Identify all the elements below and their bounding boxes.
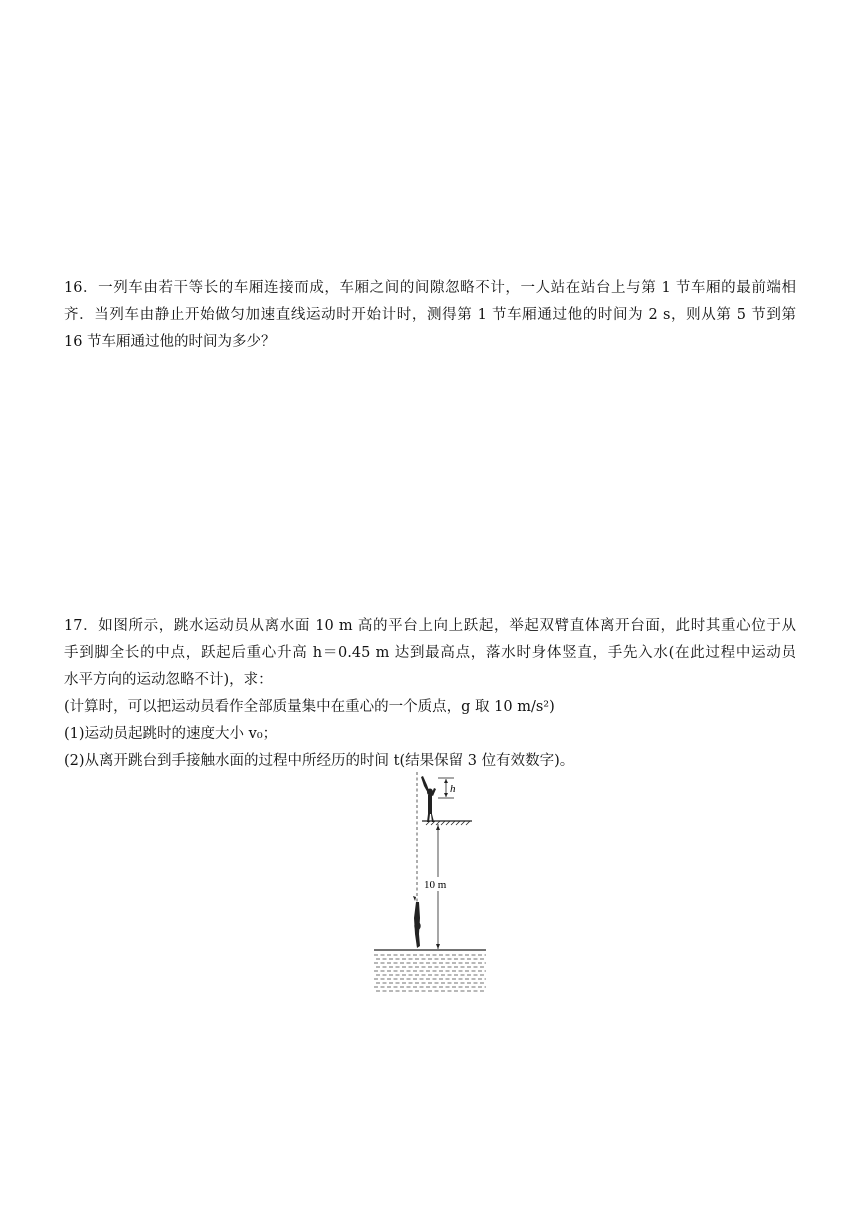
problem-16 — [64, 275, 796, 356]
problem-17-line-3: 水平方向的运动忽略不计)，求： — [64, 672, 273, 688]
diver-entering-water-icon — [413, 896, 421, 948]
water-body — [374, 955, 486, 991]
problem-16-line-2: 齐．当列车由静止开始做匀加速直线运动时开始计时，测得第 1 节车厢通过他的时间为 2 s，则从第 5 节到第 — [64, 307, 796, 323]
diver-at-top-icon — [421, 776, 436, 822]
problem-17-question-2: (2)从离开跳台到手接触水面的过程中所经历的时间 t(结果保留 3 位有效数字)。 — [64, 753, 575, 769]
problem-17-note: (计算时，可以把运动员看作全部质量集中在重心的一个质点，g 取 10 m/s²) — [64, 699, 555, 715]
diving-diagram — [360, 768, 500, 1000]
problem-16-line-1: 16．一列车由若干等长的车厢连接而成，车厢之间的间隙忽略不计，一人站在站台上与第 1 节车厢的最前端相 — [64, 280, 796, 296]
problem-17-question-1: (1)运动员起跳时的速度大小 v₀； — [64, 726, 278, 742]
diving-figure — [360, 768, 500, 1000]
h-label: h — [450, 783, 456, 795]
problem-16-line-3: 16 节车厢通过他的时间为多少？ — [64, 334, 276, 350]
problem-17 — [64, 613, 796, 775]
problem-17-line-1: 17．如图所示，跳水运动员从离水面 10 m 高的平台上向上跃起，举起双臂直体离开台面，此时其重心位于从 — [64, 618, 796, 634]
problem-17-line-2: 手到脚全长的中点，跃起后重心升高 h＝0.45 m 达到最高点，落水时身体竖直，手先入水(在此过程中运动员 — [64, 645, 796, 661]
height-label: 10 m — [424, 879, 447, 891]
